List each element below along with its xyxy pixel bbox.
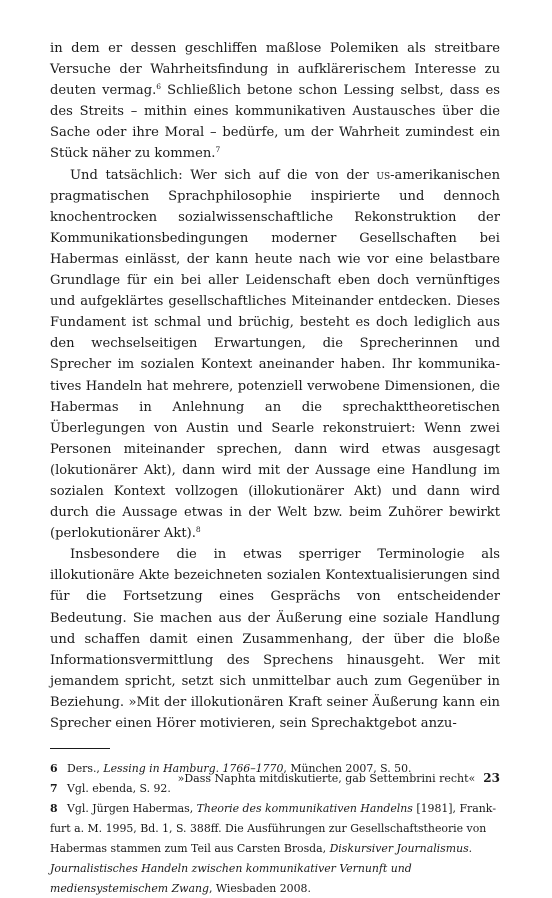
footnote-marker: 7 xyxy=(215,145,221,155)
footnote-number: 7 xyxy=(50,782,58,795)
small-caps-text: us xyxy=(376,167,391,183)
text-run: -amerikanischen pragmatischen Sprachphilosophie inspirierte und dennoch knochentrocken sozialwissenschaftliche Rekonstruktion der Kommunikationsbedingungen moderner Gesellschaften bei Habermas einlässt, der kann heute nach wie vor eine belastbare Grundlage für ein bei aller Leidenschaft eben doch vernünftiges und aufgeklärtes gesellschaftliches Miteinander entdecken. Dieses Fundament ist schmal und brüchig, besteht es doch lediglich aus den wechselseitigen Erwartungen, die Sprecherinnen und Sprecher im sozialen Kontext aneinander haben. Ihr kommunikatives Handeln hat mehrere, potenziell verwobene Dimensionen, die Habermas in Anlehnung an die sprechakttheoretischen Überlegungen von Austin und Searle rekonstruiert: Wenn zwei Personen miteinander sprechen, dann wird etwas ausgesagt (lokutionärer Akt), dann wird mit der Aussage eine Handlung im sozialen Kontext vollzogen (illokutionärer Akt) und dann wird durch die Aussage etwas in der Welt bzw. beim Zuhörer bewirkt (perlokutionärer Akt). xyxy=(50,167,500,542)
paragraph xyxy=(50,38,500,165)
italic-title: Theorie des kommunikativen Handelns xyxy=(196,801,413,815)
italic-title: Lessing in Hamburg. 1766–1770 xyxy=(103,762,284,776)
text-run: in dem er dessen geschliffen maßlose Polemiken als streitbare Versuche der Wahrheitsfindung in aufklärerischem Interesse zu deuten vermag. xyxy=(50,41,500,99)
text-run: , München 2007, S. 50. xyxy=(283,762,412,776)
running-footer xyxy=(178,771,500,785)
footnote-number: 8 xyxy=(50,801,58,815)
footnote xyxy=(50,799,500,898)
italic-title: Diskursiver Journalismus. Journalistisches Handeln zwischen kommunikativer Vernunft und mediensystemischem Zwang xyxy=(50,841,473,895)
text-run: [1981], Frankfurt a. M. 1995, Bd. 1, S. 388ff. Die Ausführungen zur Gesellschaftstheorie von Habermas stammen zum Teil aus Carsten Brosda, xyxy=(50,801,497,855)
footnote-marker: 6 xyxy=(156,82,162,92)
page-number: 23 xyxy=(483,771,500,785)
body-text xyxy=(50,38,500,734)
text-run: Und tatsächlich: Wer sich auf die von der xyxy=(70,167,377,183)
page xyxy=(50,38,500,898)
running-title: »Dass Naphta mitdiskutierte, gab Settembrini recht« xyxy=(177,772,476,785)
paragraph xyxy=(50,165,500,545)
text-run: Insbesondere die in etwas sperriger Terminologie als illokutionäre Akte bezeichneten sozialen Kontextualisierungen sind für die Fortsetzung eines Gesprächs von entscheidender Bedeutung. Sie machen aus der Äußerung eine soziale Handlung und schaffen damit einen Zusammenhang, der über die bloße Informationsvermittlung des Sprechens hinausgeht. Wer mit jemandem spricht, setzt sich unmittelbar auch zum Gegenüber in Beziehung. »Mit der illokutionären Kraft seiner Äußerung kann ein Sprecher einen Hörer motivieren, sein Sprechaktgebot anzu- xyxy=(50,547,500,731)
footnote-number: 6 xyxy=(50,762,58,776)
text-run: Vgl. Jürgen Habermas, xyxy=(67,801,197,815)
footnote-rule xyxy=(50,748,110,749)
text-run: Schließlich betone schon Lessing selbst, dass es des Streits – mithin eines kommunikativen Austausches über die Sache oder ihre Moral – bedürfe, um der Wahrheit zumindest ein Stück näher zu kommen. xyxy=(50,83,500,162)
text-run: Vgl. ebenda, S. 92. xyxy=(67,782,171,795)
text-run: Ders., xyxy=(67,762,104,776)
text-run: , Wiesbaden 2008. xyxy=(208,881,311,895)
footnote-marker: 8 xyxy=(195,525,201,535)
paragraph xyxy=(50,544,500,734)
